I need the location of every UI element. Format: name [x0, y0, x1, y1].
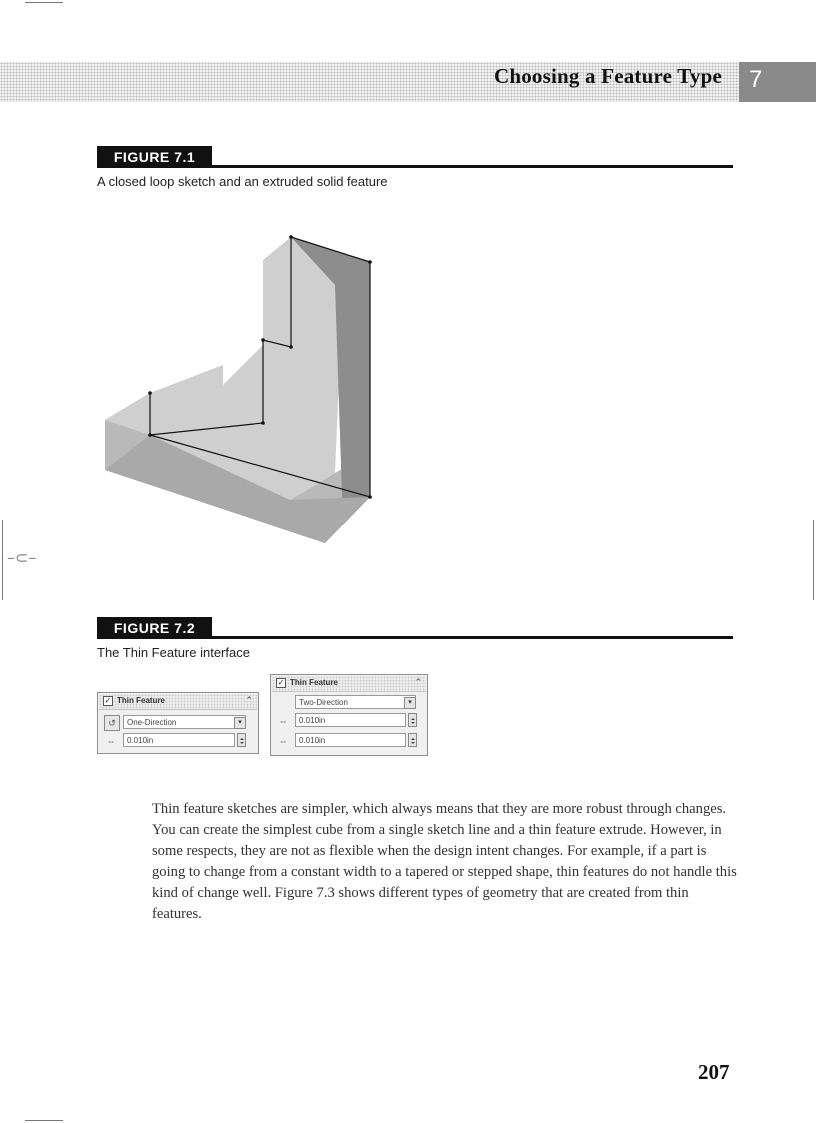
thickness-spinner[interactable] [237, 733, 246, 747]
body-paragraph: Thin feature sketches are simpler, which always means that they are more robust through changes. You can create the simplest cube from a single sketch line and a thin feature extrude. However, in some respects, they are not as flexible when the design intent changes. For example, if a part is going to change from a constant width to a tapered or stepped shape, thin features do not handle this kind of change well. Figure 7.3 shows different types of geometry that are created from thin features. [152, 801, 737, 922]
thickness-input-1[interactable]: 0.010in [295, 713, 406, 727]
figure-rule [97, 636, 733, 639]
thickness-icon: ⇔ [106, 736, 116, 746]
crop-mark-top-left [25, 2, 63, 3]
chevron-down-icon[interactable]: ▾ [234, 717, 246, 729]
chapter-title: Choosing a Feature Type [493, 64, 722, 88]
thickness-input-2[interactable]: 0.010in [295, 733, 406, 747]
page-number: 207 [698, 1060, 730, 1084]
panel-header[interactable] [99, 694, 257, 710]
panel-title: Thin Feature [290, 678, 339, 687]
direction-select[interactable]: Two-Direction [295, 695, 416, 709]
thickness-spinner-2[interactable] [408, 733, 417, 747]
registration-mark-icon: –⊂– [7, 548, 37, 567]
crop-mark-bottom-left [25, 1120, 63, 1121]
collapse-icon[interactable]: ⌃ [414, 677, 422, 687]
figure-rule [97, 165, 733, 168]
panel-header[interactable] [272, 676, 426, 692]
thin-feature-panel-two-direction [270, 674, 428, 756]
chevron-down-icon[interactable]: ▾ [404, 697, 416, 709]
crop-mark-right-edge [813, 520, 814, 600]
thickness-icon: ⇔ [278, 716, 288, 726]
figure-label: FIGURE 7.1 [97, 146, 212, 168]
chapter-number-box [739, 62, 816, 102]
direction-icon[interactable]: ↺ [104, 715, 120, 731]
figure-label: FIGURE 7.2 [97, 617, 212, 639]
check-icon[interactable]: ✓ [104, 696, 112, 705]
direction-select[interactable]: One-Direction [123, 715, 246, 729]
crop-mark-left-edge [2, 520, 3, 600]
thickness-spinner-1[interactable] [408, 713, 417, 727]
chapter-number: 7 [749, 66, 763, 93]
collapse-icon[interactable]: ⌃ [245, 695, 253, 705]
extruded-solid-illustration [95, 225, 385, 555]
thin-feature-panel-one-direction [97, 692, 259, 754]
panel-title: Thin Feature [117, 696, 166, 705]
figure-caption: The Thin Feature interface [97, 645, 250, 660]
check-icon[interactable]: ✓ [277, 678, 285, 687]
thickness-input[interactable]: 0.010in [123, 733, 235, 747]
figure-caption: A closed loop sketch and an extruded solid feature [97, 174, 388, 189]
thickness-icon: ⇔ [278, 736, 288, 746]
